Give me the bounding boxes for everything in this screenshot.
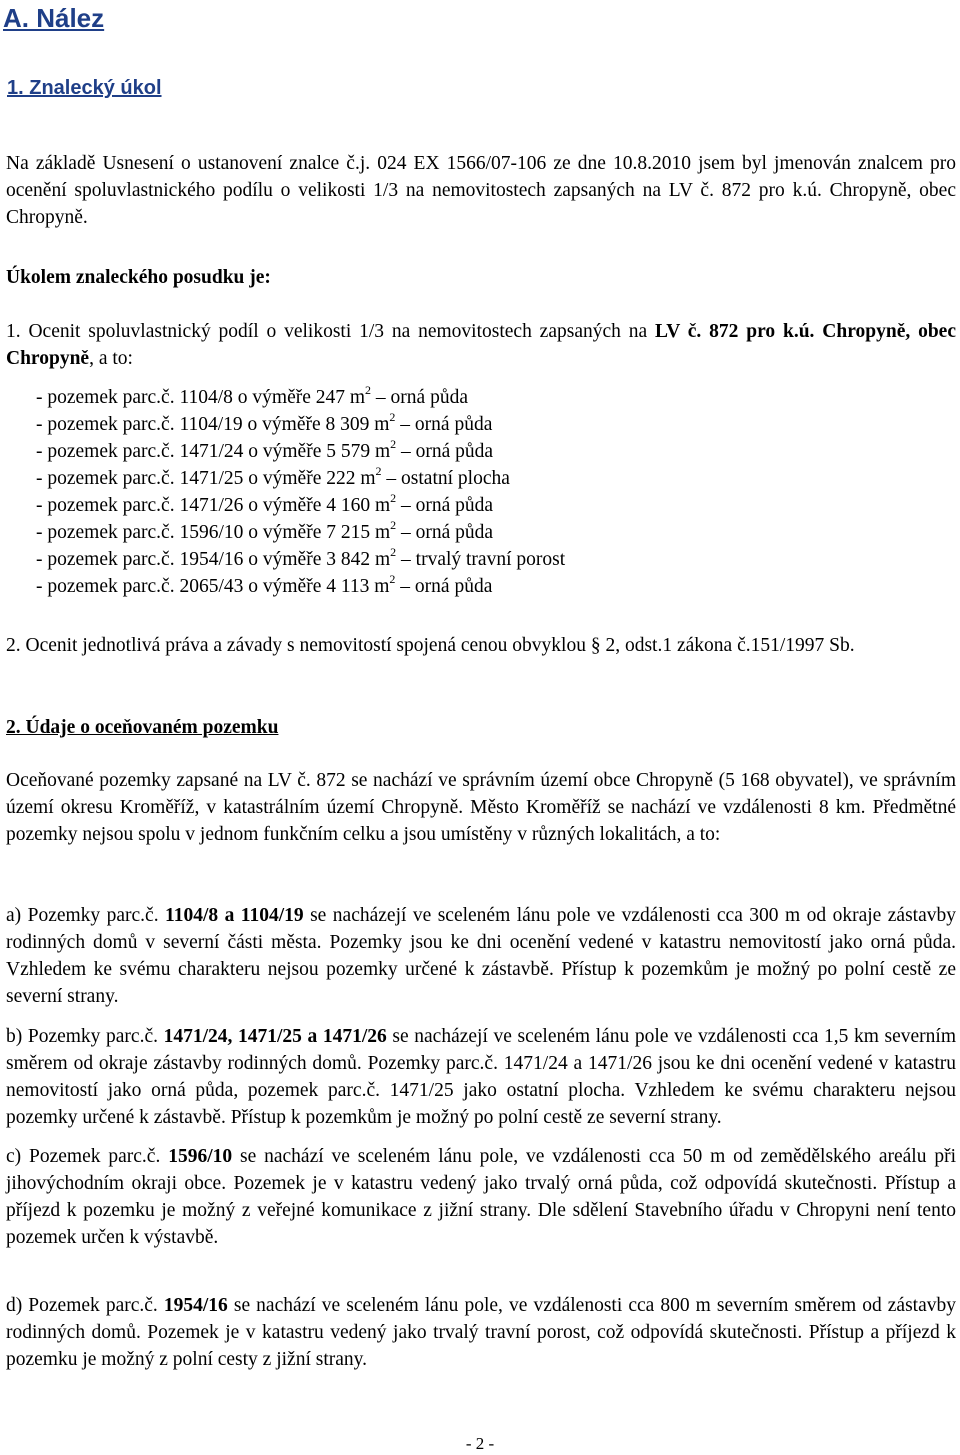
- parcel-text: - pozemek parc.č. 2065/43 o výměře 4 113 m: [36, 576, 390, 597]
- parcel-row: [36, 384, 468, 411]
- parcel-row: [36, 573, 492, 600]
- parcel-use: – orná půda: [396, 522, 494, 543]
- parcel-unit-sup: 2: [375, 464, 382, 478]
- para-b-post: se nacházejí ve sceleném lánu pole ve vzdálenosti cca 1,5 km severním směrem od okraje zástavby rodinných domů. Pozemky parc.č. 1471/24 a 1471/26 jsou ke dni ocenění vedené v katastru nemovitostí jako orná půda, pozemek parc.č. 1471/25 jako ostatní plocha. Vzhledem ke svému charakteru nejsou pozemky určené k zástavbě. Přístup k pozemkům je možný po polní cestě ze severní strany.: [6, 1026, 956, 1128]
- para-b-bold: 1471/24, 1471/25 a 1471/26: [163, 1026, 387, 1047]
- paragraph-c: [6, 1143, 956, 1251]
- parcel-use: – ostatní plocha: [381, 468, 510, 489]
- para-a-bold: 1104/8 a 1104/19: [165, 905, 304, 926]
- parcel-row: [36, 438, 493, 465]
- para-d-post: se nachází ve sceleném lánu pole, ve vzdálenosti cca 800 m severním směrem od zástavby rodinných domů. Pozemek je v katastru vedený jako trvalý travní porost, což odpovídá skutečnosti. Přístup a příjezd k pozemku je možný z polní cesty z jižní strany.: [6, 1295, 956, 1370]
- parcel-row: [36, 546, 565, 573]
- section2-intro: Oceňované pozemky zapsané na LV č. 872 se nachází ve správním území obce Chropyně (5 168 obyvatel), ve správním území okresu Kroměříž, v katastrálním území Chropyně. Město Kroměříž se nachází ve vzdálenosti 8 km. Předmětné pozemky nejsou spolu v jednom funkčním celku a jsou umístěny v různých lokalitách, a to:: [6, 770, 956, 845]
- para-a-post: se nacházejí ve sceleném lánu pole ve vzdálenosti cca 300 m od okraje zástavby rodinných domů v severní části města. Pozemky jsou ke dni ocenění vedené v katastru nemovitostí jako orná půda. Vzhledem ke svému charakteru nejsou pozemky určené k zástavbě. Přístup k pozemkům je možný po polní cestě ze severní strany.: [6, 905, 956, 1007]
- parcel-use: – orná půda: [395, 414, 493, 435]
- para-a-pre: a) Pozemky parc.č.: [6, 905, 166, 926]
- parcel-unit-sup: 2: [389, 410, 396, 424]
- parcel-text: - pozemek parc.č. 1471/25 o výměře 222 m: [36, 468, 376, 489]
- parcel-text: - pozemek parc.č. 1104/19 o výměře 8 309 m: [36, 414, 390, 435]
- task1-post: , a to:: [89, 348, 133, 369]
- task1-paragraph: [6, 318, 956, 372]
- paragraph-b: [6, 1023, 956, 1131]
- parcel-row: [36, 492, 493, 519]
- parcel-row: [36, 465, 510, 492]
- parcel-use: – orná půda: [395, 576, 493, 597]
- parcel-text: - pozemek parc.č. 1104/8 o výměře 247 m: [36, 387, 366, 408]
- section1-heading: 1. Znalecký úkol: [7, 77, 162, 99]
- parcel-unit-sup: 2: [390, 437, 397, 451]
- section2-heading: 2. Údaje o oceňovaném pozemku: [6, 717, 279, 738]
- para-c-pre: c) Pozemek parc.č.: [6, 1146, 169, 1167]
- para-b-pre: b) Pozemky parc.č.: [6, 1026, 164, 1047]
- parcel-text: - pozemek parc.č. 1471/26 o výměře 4 160 m: [36, 495, 391, 516]
- parcel-use: – orná půda: [396, 495, 494, 516]
- parcel-text: - pozemek parc.č. 1596/10 o výměře 7 215 m: [36, 522, 391, 543]
- main-heading: A. Nález: [3, 3, 105, 33]
- page-number: - 2 -: [465, 1434, 495, 1453]
- paragraph-d: [6, 1292, 956, 1373]
- parcel-row: [36, 519, 493, 546]
- parcel-unit-sup: 2: [365, 383, 372, 397]
- paragraph-a: [6, 902, 956, 1010]
- intro-paragraph: Na základě Usnesení o ustanovení znalce č.j. 024 EX 1566/07-106 ze dne 10.8.2010 jsem byl jmenován znalcem pro ocenění spoluvlastnického podílu o velikosti 1/3 na nemovitostech zapsaných na LV č. 872 pro k.ú. Chropyně, obec Chropyně.: [6, 153, 956, 228]
- parcel-text: - pozemek parc.č. 1954/16 o výměře 3 842 m: [36, 549, 391, 570]
- para-d-pre: d) Pozemek parc.č.: [6, 1295, 164, 1316]
- parcel-row: [36, 411, 492, 438]
- parcel-unit-sup: 2: [390, 545, 397, 559]
- parcel-use: – orná půda: [396, 441, 494, 462]
- task1-bold: LV č. 872 pro k.ú. Chropyně, obec Chropyně: [6, 321, 956, 369]
- task1-pre: 1. Ocenit spoluvlastnický podíl o velikosti 1/3 na nemovitostech zapsaných na: [6, 321, 655, 342]
- parcel-unit-sup: 2: [390, 518, 397, 532]
- parcel-text: - pozemek parc.č. 1471/24 o výměře 5 579 m: [36, 441, 391, 462]
- para-d-bold: 1954/16: [163, 1295, 228, 1316]
- parcel-unit-sup: 2: [389, 572, 396, 586]
- para-c-bold: 1596/10: [168, 1146, 233, 1167]
- parcel-use: – orná půda: [371, 387, 468, 408]
- parcel-use: – trvalý travní porost: [396, 549, 566, 570]
- para-c-post: se nachází ve sceleném lánu pole, ve vzdálenosti cca 50 m od zemědělského areálu při jihovýchodním okraji obce. Pozemek je v katastru vedený jako trvalý orná půda, což odpovídá skutečnosti. Přístup a příjezd k pozemku je možný z veřejné komunikace z jižní strany. Dle sdělení Stavebního úřadu v Chropyni není tento pozemek určen k výstavbě.: [6, 1146, 956, 1248]
- parcel-unit-sup: 2: [390, 491, 397, 505]
- task-title: Úkolem znaleckého posudku je:: [6, 267, 271, 288]
- task2-paragraph: 2. Ocenit jednotlivá práva a závady s nemovitostí spojená cenou obvyklou § 2, odst.1 zákona č.151/1997 Sb.: [6, 635, 855, 656]
